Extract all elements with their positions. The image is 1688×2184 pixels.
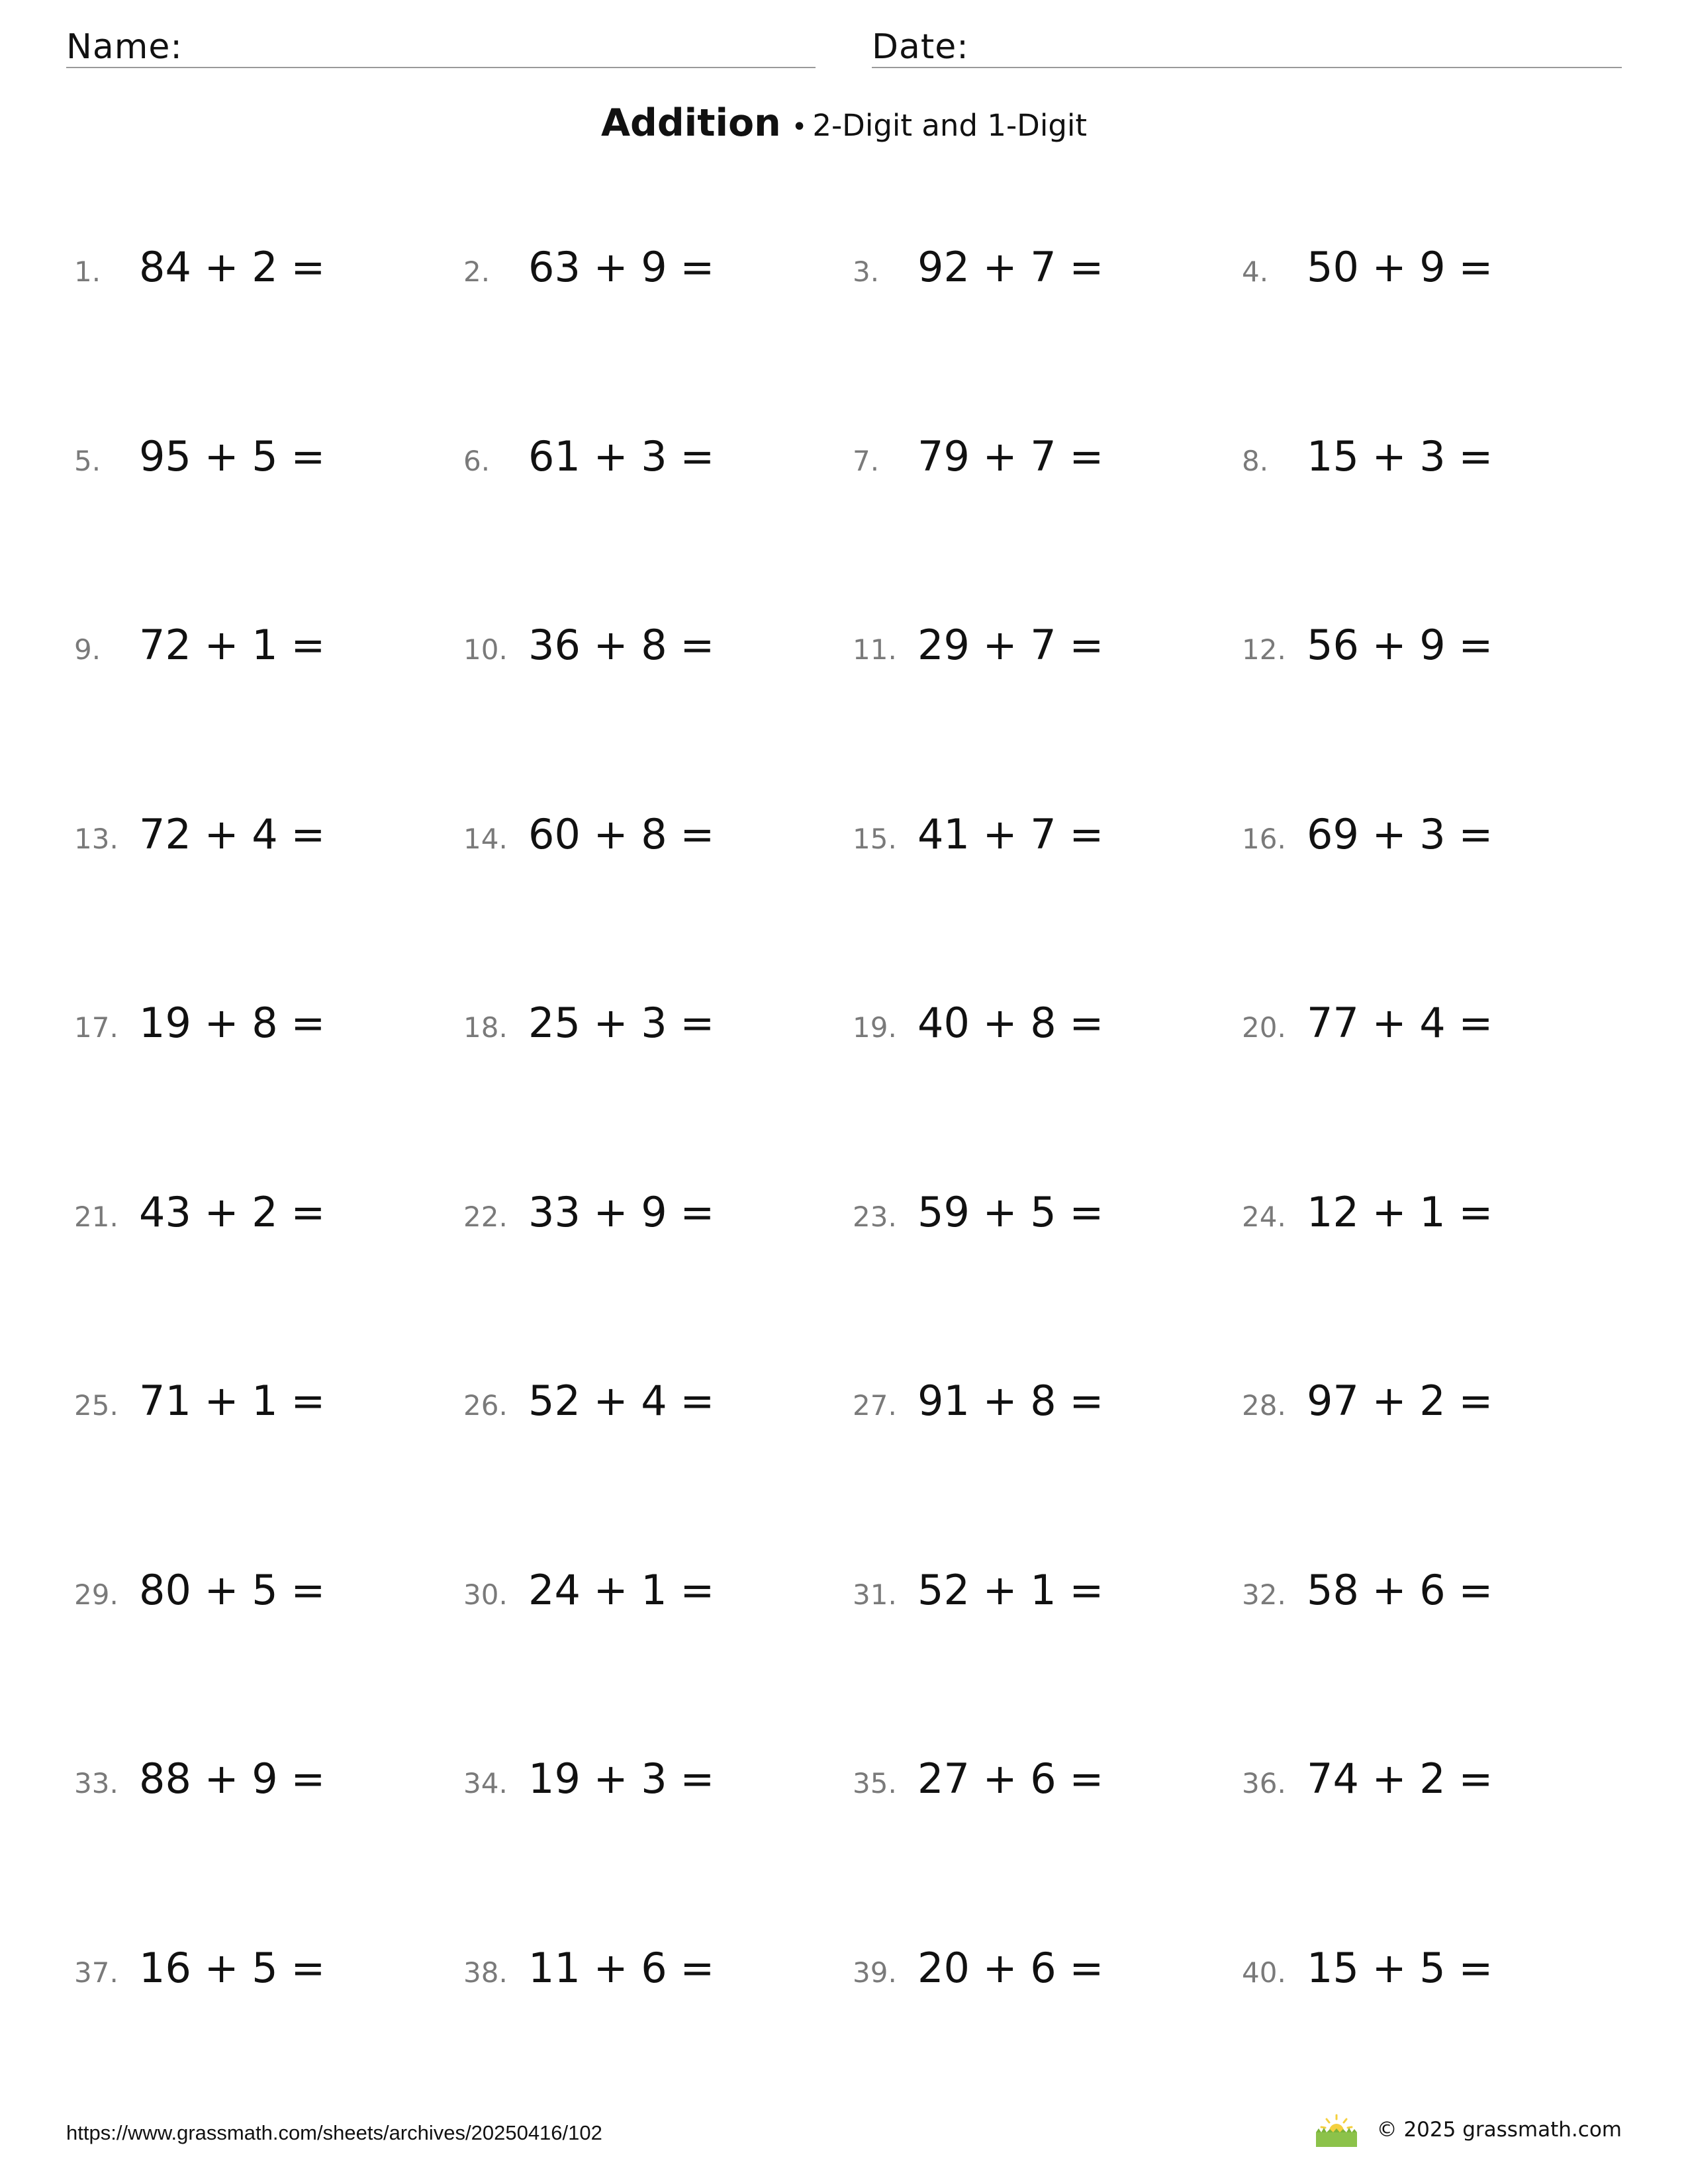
problem-item	[463, 243, 853, 291]
problem-item	[853, 809, 1242, 858]
problem-expression: 52 + 1 =	[917, 1565, 1104, 1614]
problem-expression: 61 + 3 =	[528, 432, 715, 480]
title-separator: •	[791, 112, 808, 142]
problem-number: 40.	[1242, 1956, 1286, 1989]
problem-expression: 97 + 2 =	[1307, 1377, 1493, 1425]
problem-expression: 77 + 4 =	[1307, 999, 1493, 1047]
problem-expression: 80 + 5 =	[139, 1565, 326, 1614]
problem-number: 28.	[1242, 1389, 1286, 1422]
problem-item	[1242, 243, 1630, 291]
problem-item	[1242, 432, 1630, 480]
problem-expression: 52 + 4 =	[528, 1377, 715, 1425]
problem-item	[74, 1187, 463, 1236]
problem-expression: 12 + 1 =	[1307, 1187, 1493, 1236]
problem-item	[1242, 1565, 1630, 1614]
problem-number: 18.	[463, 1011, 508, 1044]
problem-expression: 19 + 3 =	[528, 1754, 715, 1803]
problem-item	[74, 621, 463, 669]
problem-number: 6.	[463, 444, 491, 477]
problem-number: 30.	[463, 1578, 508, 1611]
problem-item	[74, 243, 463, 291]
date-field[interactable]	[872, 23, 1622, 68]
problem-expression: 11 + 6 =	[528, 1943, 715, 1992]
name-label: Name:	[66, 27, 183, 67]
problem-expression: 50 + 9 =	[1307, 243, 1493, 291]
problem-number: 2.	[463, 255, 491, 288]
problem-item	[853, 999, 1242, 1047]
problem-expression: 58 + 6 =	[1307, 1565, 1493, 1614]
problem-expression: 69 + 3 =	[1307, 809, 1493, 858]
problem-item	[463, 1754, 853, 1803]
problem-number: 36.	[1242, 1767, 1286, 1799]
problem-number: 20.	[1242, 1011, 1286, 1044]
problem-item	[74, 1377, 463, 1425]
problem-item	[853, 1187, 1242, 1236]
problem-expression: 33 + 9 =	[528, 1187, 715, 1236]
problem-item	[463, 1187, 853, 1236]
problem-item	[1242, 1187, 1630, 1236]
name-field[interactable]	[66, 23, 816, 68]
grass-sun-logo-icon	[1313, 2111, 1360, 2148]
problem-number: 27.	[853, 1389, 897, 1422]
problem-item	[74, 999, 463, 1047]
problem-expression: 40 + 8 =	[917, 999, 1104, 1047]
problem-number: 34.	[463, 1767, 508, 1799]
problem-item	[1242, 1943, 1630, 1992]
problem-expression: 91 + 8 =	[917, 1377, 1104, 1425]
problem-item	[1242, 621, 1630, 669]
problem-expression: 84 + 2 =	[139, 243, 326, 291]
problem-number: 5.	[74, 444, 101, 477]
footer-copyright: © 2025 grassmath.com	[1376, 2118, 1622, 2142]
problem-expression: 16 + 5 =	[139, 1943, 326, 1992]
problem-number: 17.	[74, 1011, 118, 1044]
problem-item	[1242, 809, 1630, 858]
problem-item	[1242, 999, 1630, 1047]
title-subtitle: 2-Digit and 1-Digit	[812, 108, 1088, 143]
title-main: Addition	[600, 101, 781, 145]
problem-item	[463, 1943, 853, 1992]
problem-number: 1.	[74, 255, 101, 288]
problem-number: 38.	[463, 1956, 508, 1989]
problem-expression: 36 + 8 =	[528, 621, 715, 669]
problem-number: 22.	[463, 1200, 508, 1233]
problem-number: 21.	[74, 1200, 118, 1233]
problem-item	[853, 1754, 1242, 1803]
footer-url: https://www.grassmath.com/sheets/archives/20250416/102	[66, 2121, 602, 2144]
problem-item	[853, 621, 1242, 669]
problem-item	[463, 1377, 853, 1425]
problems-grid	[74, 243, 1630, 2132]
problem-number: 31.	[853, 1578, 897, 1611]
problem-item	[853, 1943, 1242, 1992]
problem-number: 9.	[74, 633, 101, 666]
problem-expression: 59 + 5 =	[917, 1187, 1104, 1236]
problem-expression: 19 + 8 =	[139, 999, 326, 1047]
problem-expression: 43 + 2 =	[139, 1187, 326, 1236]
problem-item	[74, 432, 463, 480]
problem-expression: 71 + 1 =	[139, 1377, 326, 1425]
problem-item	[463, 809, 853, 858]
problem-item	[74, 809, 463, 858]
problem-item	[74, 1943, 463, 1992]
date-label: Date:	[872, 27, 969, 67]
problem-item	[463, 432, 853, 480]
problem-expression: 24 + 1 =	[528, 1565, 715, 1614]
problem-number: 32.	[1242, 1578, 1286, 1611]
problem-item	[853, 1565, 1242, 1614]
problem-expression: 20 + 6 =	[917, 1943, 1104, 1992]
problem-number: 3.	[853, 255, 880, 288]
problem-expression: 27 + 6 =	[917, 1754, 1104, 1803]
problem-expression: 72 + 1 =	[139, 621, 326, 669]
problem-expression: 95 + 5 =	[139, 432, 326, 480]
problem-number: 35.	[853, 1767, 897, 1799]
problem-item	[463, 621, 853, 669]
problem-number: 12.	[1242, 633, 1286, 666]
problem-number: 24.	[1242, 1200, 1286, 1233]
problem-number: 23.	[853, 1200, 897, 1233]
problem-expression: 74 + 2 =	[1307, 1754, 1493, 1803]
problem-number: 11.	[853, 633, 897, 666]
problem-expression: 25 + 3 =	[528, 999, 715, 1047]
worksheet-title	[0, 101, 1688, 145]
problem-expression: 41 + 7 =	[917, 809, 1104, 858]
problem-item	[853, 243, 1242, 291]
problem-expression: 92 + 7 =	[917, 243, 1104, 291]
problem-number: 8.	[1242, 444, 1269, 477]
problem-number: 39.	[853, 1956, 897, 1989]
problem-number: 37.	[74, 1956, 118, 1989]
problem-number: 29.	[74, 1578, 118, 1611]
problem-item	[463, 1565, 853, 1614]
problem-item	[74, 1565, 463, 1614]
problem-item	[463, 999, 853, 1047]
problem-item	[853, 432, 1242, 480]
problem-expression: 88 + 9 =	[139, 1754, 326, 1803]
problem-expression: 56 + 9 =	[1307, 621, 1493, 669]
problem-expression: 79 + 7 =	[917, 432, 1104, 480]
problem-number: 33.	[74, 1767, 118, 1799]
problem-expression: 15 + 3 =	[1307, 432, 1493, 480]
problem-number: 16.	[1242, 822, 1286, 855]
problem-item	[74, 1754, 463, 1803]
problem-number: 13.	[74, 822, 118, 855]
problem-number: 7.	[853, 444, 880, 477]
problem-expression: 15 + 5 =	[1307, 1943, 1493, 1992]
problem-number: 19.	[853, 1011, 897, 1044]
problem-expression: 29 + 7 =	[917, 621, 1104, 669]
problem-number: 10.	[463, 633, 508, 666]
problem-item	[1242, 1754, 1630, 1803]
problem-number: 4.	[1242, 255, 1269, 288]
problem-expression: 60 + 8 =	[528, 809, 715, 858]
problem-expression: 63 + 9 =	[528, 243, 715, 291]
problem-expression: 72 + 4 =	[139, 809, 326, 858]
problem-item	[853, 1377, 1242, 1425]
problem-number: 15.	[853, 822, 897, 855]
problem-number: 26.	[463, 1389, 508, 1422]
problem-number: 25.	[74, 1389, 118, 1422]
problem-number: 14.	[463, 822, 508, 855]
problem-item	[1242, 1377, 1630, 1425]
footer-brand	[1313, 2111, 1622, 2148]
